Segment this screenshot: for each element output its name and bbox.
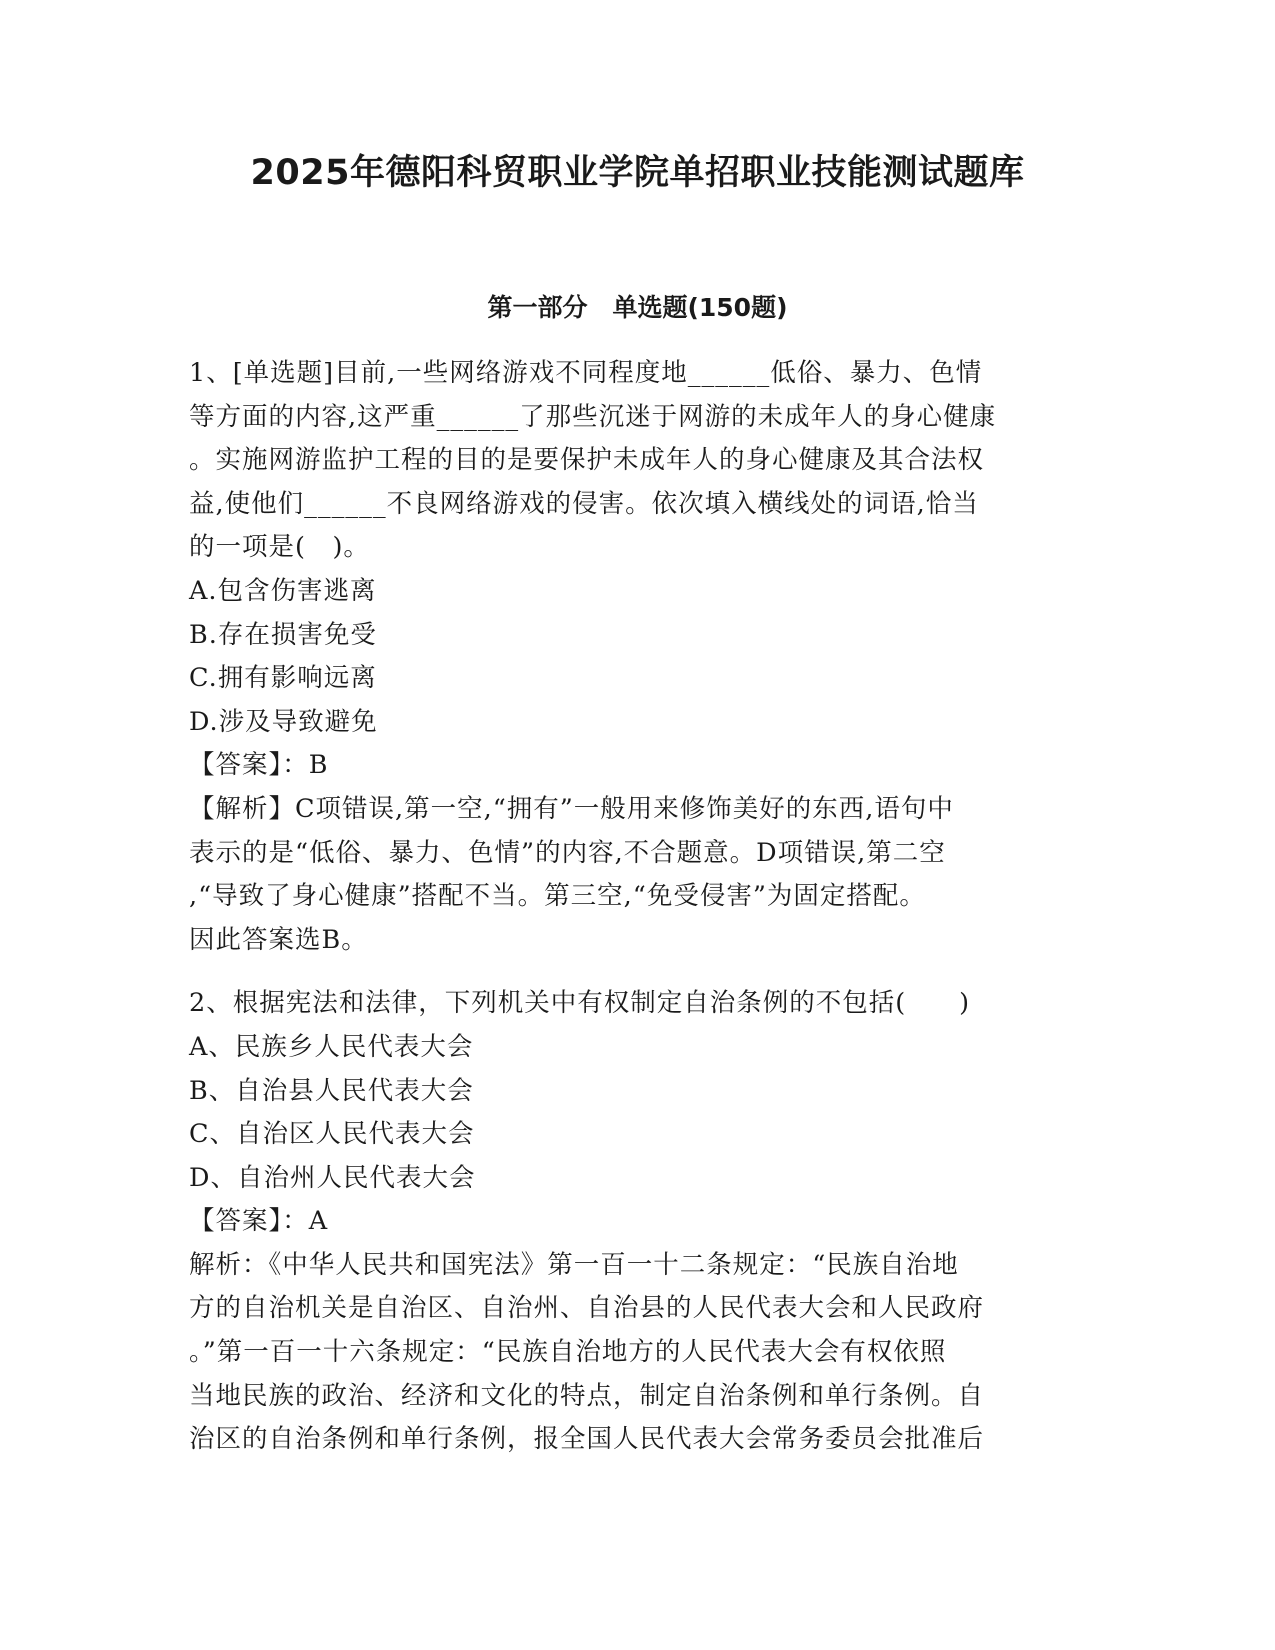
document-title: 2025年德阳科贸职业学院单招职业技能测试题库 [250,153,1025,193]
question-line: 等方面的内容,这严重______了那些沉迷于网游的未成年人的身心健康 [189,401,997,432]
question-item [189,352,1079,962]
analysis-line: 当地民族的政治、经济和文化的特点，制定自治条例和单行条例。自 [189,1380,985,1411]
question-text [189,352,1079,570]
question-list [189,352,1079,1462]
option-a: A、民族乡人民代表大会 [189,1031,474,1062]
analysis-line: 表示的是“低俗、暴力、色情”的内容,不合题意。D项错误,第二空 [189,837,946,868]
analysis-line: 解析：《中华人民共和国宪法》第一百一十二条规定：“民族自治地 [189,1249,959,1280]
analysis-line: 治区的自治条例和单行条例，报全国人民代表大会常务委员会批准后 [189,1424,985,1455]
option-d: D、自治州人民代表大会 [189,1162,476,1193]
question-line: 益,使他们______不良网络游戏的侵害。依次填入横线处的词语,恰当 [189,488,979,519]
question-line: 1、[单选题]目前,一些网络游戏不同程度地______低俗、暴力、色情 [189,358,983,388]
question-text [189,982,1079,1026]
option-b: B、自治县人民代表大会 [189,1075,474,1106]
section-title: 第一部分 单选题(150题) [487,293,788,322]
option-list [189,1026,1079,1200]
question-item [189,982,1079,1462]
option-b: B.存在损害免受 [189,619,377,650]
answer: 【答案】：A [189,1206,329,1237]
option-c: C.拥有影响远离 [189,663,377,694]
analysis [189,1244,1079,1462]
question-line: 。实施网游监护工程的目的是要保护未成年人的身心健康及其合法权 [189,445,985,476]
question-separator [189,962,1079,982]
analysis [189,788,1079,962]
option-list [189,570,1079,744]
option-d: D.涉及导致避免 [189,706,378,737]
analysis-line: 。”第一百一十六条规定：“民族自治地方的人民代表大会有权依照 [189,1337,947,1368]
option-a: A.包含伤害逃离 [189,575,377,606]
analysis-line: ,“导致了身心健康”搭配不当。第三空,“免受侵害”为固定搭配。 [189,881,926,912]
analysis-line: 方的自治机关是自治区、自治州、自治县的人民代表大会和人民政府 [189,1293,985,1324]
analysis-line: 因此答案选B。 [189,924,368,955]
option-c: C、自治区人民代表大会 [189,1119,475,1150]
answer: 【答案】：B [189,750,329,781]
analysis-line: 【解析】C项错误,第一空,“拥有”一般用来修饰美好的东西,语句中 [189,793,954,824]
question-line: 2、根据宪法和法律，下列机关中有权制定自治条例的不包括( ) [189,988,971,1019]
question-line: 的一项是( )。 [189,532,370,563]
